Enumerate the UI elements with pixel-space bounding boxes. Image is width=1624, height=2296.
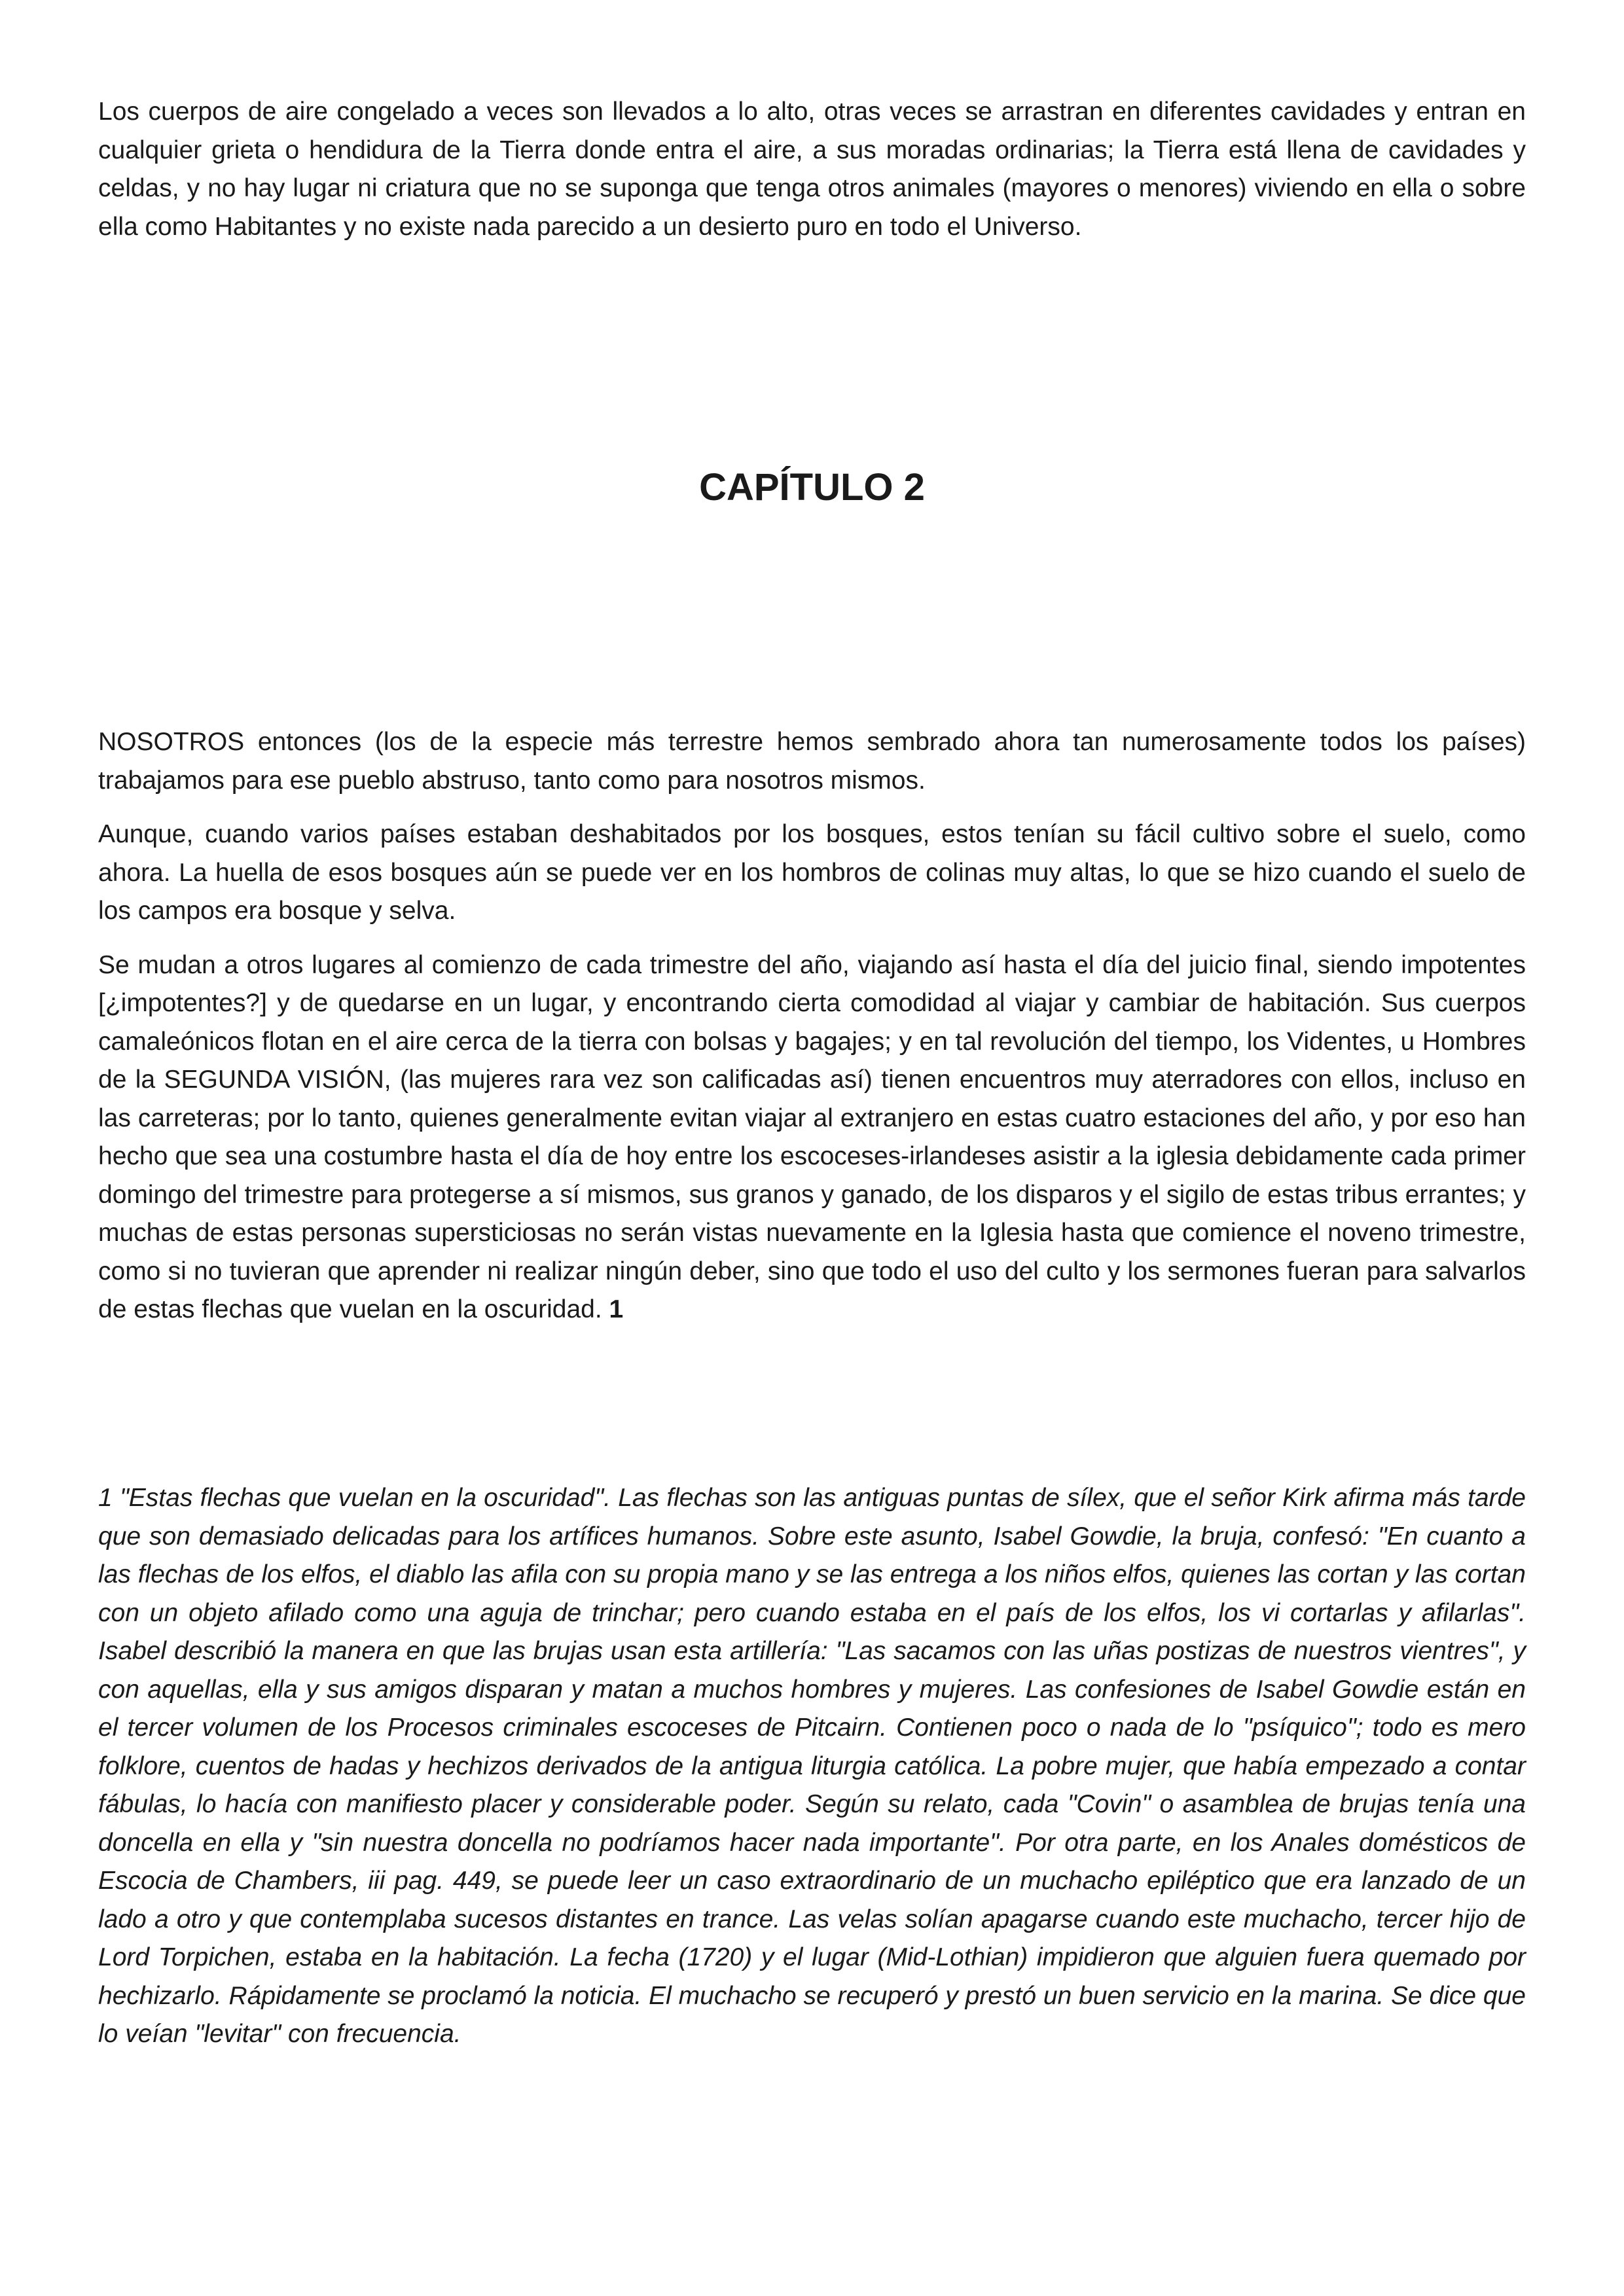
body-paragraph-3 bbox=[98, 946, 1526, 1329]
body-paragraph-1: NOSOTROS entonces (los de la especie más terrestre hemos sembrado ahora tan numerosamente todos los países) trabajamos para ese pueblo abstruso, tanto como para nosotros mismos. bbox=[98, 728, 1526, 795]
chapter-title: CAPÍTULO 2 bbox=[699, 466, 925, 509]
chapter-body bbox=[98, 723, 1526, 1329]
intro-paragraph: Los cuerpos de aire congelado a veces son llevados a lo alto, otras veces se arrastran en diferentes cavidades y entran en cualquier grieta o hendidura de la Tierra donde entra el aire, a sus moradas ordinarias; la Tierra está llena de cavidades y celdas, y no hay lugar ni criatura que no se suponga que tenga otros animales (mayores o menores) viviendo en ella o sobre ella como Habitantes y no existe nada parecido a un desierto puro en todo el Universo. bbox=[98, 98, 1526, 241]
footnote-reference[interactable]: 1 bbox=[609, 1295, 624, 1323]
body-paragraph-2: Aunque, cuando varios países estaban deshabitados por los bosques, estos tenían su fácil cultivo sobre el suelo, como ahora. La huella de esos bosques aún se puede ver en los hombros de colinas muy altas, lo que se hizo cuando el suelo de los campos era bosque y selva. bbox=[98, 820, 1526, 925]
document-page bbox=[98, 0, 1526, 2296]
footnote: 1 "Estas flechas que vuelan en la oscuridad". Las flechas son las antiguas puntas de sílex, que el señor Kirk afirma más tarde que son demasiado delicadas para los artífices humanos. Sobre este asunto, Isabel Gowdie, la bruja, confesó: "En cuanto a las flechas de los elfos, el diablo las afila con su propia mano y se las entrega a los niños elfos, quienes las cortan y las cortan con un objeto afilado como una aguja de trinchar; pero cuando estaba en el país de los elfos, los vi cortarlas y afilarlas". Isabel describió la manera en que las brujas usan esta artillería: "Las sacamos con las uñas postizas de nuestros vientres", y con aquellas, ella y sus amigos disparan y matan a muchos hombres y mujeres. Las confesiones de Isabel Gowdie están en el tercer volumen de los Procesos criminales escoceses de Pitcairn. Contienen poco o nada de lo "psíquico"; todo es mero folklore, cuentos de hadas y hechizos derivados de la antigua liturgia católica. La pobre mujer, que había empezado a contar fábulas, lo hacía con manifiesto placer y considerable poder. Según su relato, cada "Covin" o asamblea de brujas tenía una doncella en ella y "sin nuestra doncella no podríamos hacer nada importante". Por otra parte, en los Anales domésticos de Escocia de Chambers, iii pag. 449, se puede leer un caso extraordinario de un muchacho epiléptico que era lanzado de un lado a otro y que contemplaba sucesos distantes en trance. Las velas solían apagarse cuando este muchacho, tercer hijo de Lord Torpichen, estaba en la habitación. La fecha (1720) y el lugar (Mid-Lothian) impidieron que alguien fuera quemado por hechizarlo. Rápidamente se proclamó la noticia. El muchacho se recuperó y prestó un buen servicio en la marina. Se dice que lo veían "levitar" con frecuencia. bbox=[98, 1484, 1526, 2048]
body-paragraph-3-text: Se mudan a otros lugares al comienzo de cada trimestre del año, viajando así hasta el día del juicio final, siendo impotentes [¿impotentes?] y de quedarse en un lugar, y encontrando cierta comodidad al viajar y cambiar de habitación. Sus cuerpos camaleónicos flotan en el aire cerca de la tierra con bolsas y bagajes; y en tal revolución del tiempo, los Videntes, u Hombres de la SEGUNDA VISIÓN, (las mujeres rara vez son calificadas así) tienen encuentros muy aterradores con ellos, incluso en las carreteras; por lo tanto, quienes generalmente evitan viajar al extranjero en estas cuatro estaciones del año, y por eso han hecho que sea una costumbre hasta el día de hoy entre los escoceses-irlandeses asistir a la iglesia debidamente cada primer domingo del trimestre para protegerse a sí mismos, sus granos y ganado, de los disparos y el sigilo de estas tribus errantes; y muchas de estas personas supersticiosas no serán vistas nuevamente en la Iglesia hasta que comience el noveno trimestre, como si no tuvieran que aprender ni realizar ningún deber, sino que todo el uso del culto y los sermones fueran para salvarlos de estas flechas que vuelan en la oscuridad. bbox=[98, 950, 1526, 1323]
